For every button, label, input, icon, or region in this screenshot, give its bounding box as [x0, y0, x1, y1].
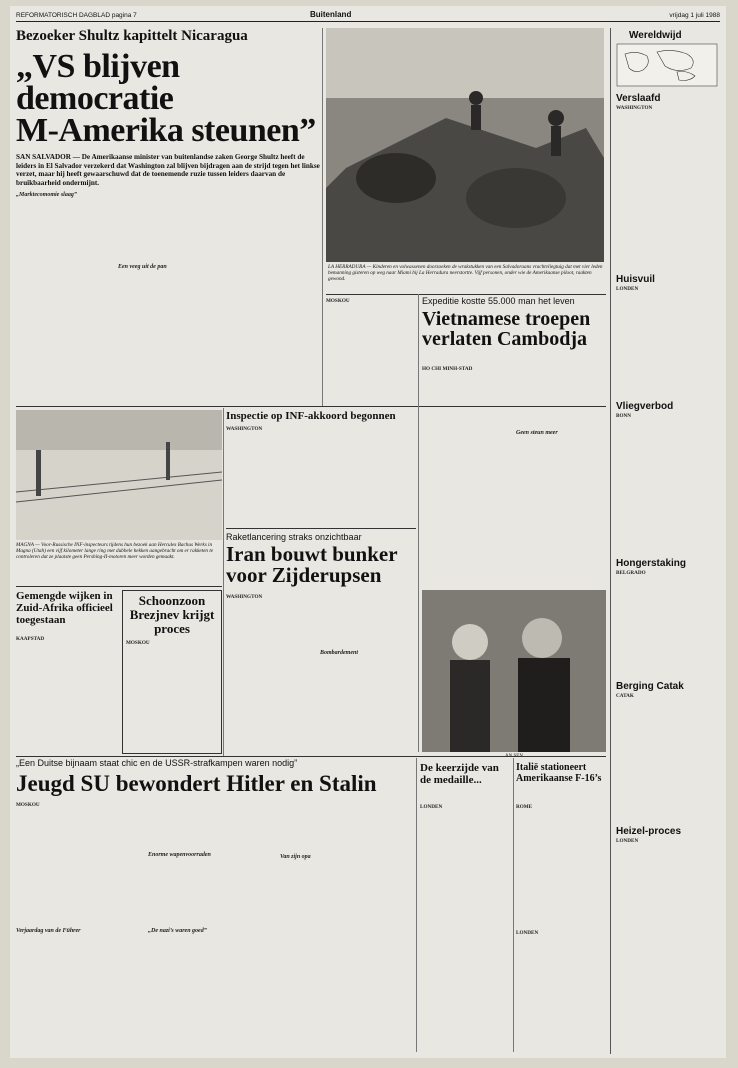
iran-body-col1 [226, 594, 316, 754]
masthead [16, 10, 720, 22]
brezjnev-city: MOSKOU [126, 640, 150, 646]
divider [16, 586, 222, 587]
zuid-afrika-body [16, 636, 120, 754]
zuid-afrika-headline: Gemengde wijken in Zuid-Afrika officieel toegestaan [16, 590, 113, 626]
vietnam-body-col2 [516, 366, 606, 586]
medaille-headline: De keerzijde van de medaille... [420, 762, 499, 786]
inf-body-col2 [322, 426, 416, 520]
iran-kicker: Raketlancering straks onzichtbaar [226, 532, 362, 542]
jeugd-city: MOSKOU [16, 802, 40, 808]
item-berging-body [616, 693, 717, 823]
italie-city-2: LONDEN [516, 930, 539, 937]
divider [16, 756, 606, 757]
divider [226, 528, 416, 529]
zuid-afrika-city: KAAPSTAD [16, 636, 45, 642]
lead-subhead: „Marktecomomie slaag” [16, 192, 77, 199]
iran-header [226, 532, 416, 590]
iran-photo [422, 590, 606, 752]
lead-kicker: Bezoeker Shultz kapittelt Nicaragua [16, 28, 248, 44]
item-vliegverbod-city: BONN [616, 413, 631, 419]
medaille-body [420, 804, 512, 1052]
masthead-paper: REFORMATORISCH DAGBLAD pagina 7 [16, 12, 137, 19]
jeugd-body-col1 [16, 802, 144, 1052]
crash-caption: LA HERRADURA — Kinderen en volwassenen doorzoeken de wrakstukken van een Salvadoraans vrachtvliegtuig dat met vier leden bemanning gisteren op weg naar Miami bij La Herradura neerstortte. Vijf personen, onder wie de Amerikaanse piloot, raakten gewond. [328, 264, 603, 283]
divider [418, 294, 419, 752]
divider [223, 408, 224, 756]
masthead-date: vrijdag 1 juli 1988 [669, 12, 720, 19]
vietnam-header [422, 296, 606, 364]
iran-subhead: Bombardement [320, 650, 359, 656]
jeugd-subhead-3: „De nazi’s waren goed” [148, 928, 207, 935]
brezjnev-headline: Schoonzoon Brezjnev krijgt proces [129, 593, 215, 636]
vietnam-headline-2: verlaten Cambodja [422, 328, 587, 350]
lead-body-col3 [220, 184, 320, 406]
jeugd-body-col3 [280, 802, 414, 1052]
item-verslaafd-body [616, 105, 717, 271]
jeugd-subhead-2: Enorme wapenvoorraden [148, 852, 211, 858]
inf-city: WASHINGTON [226, 426, 263, 432]
item-huisvuil-city: LONDEN [616, 286, 639, 292]
item-hongerstaking-body [616, 570, 717, 678]
vietnam-body-col1 [422, 366, 512, 586]
lead-headline-line1: „VS blijven democratie [16, 48, 180, 117]
jeugd-body-col2 [148, 802, 276, 1052]
newspaper-page [10, 6, 726, 1058]
item-heizel-body [616, 838, 717, 978]
vietnam-headline-1: Vietnamese troepen [422, 308, 591, 330]
item-heizel-head: Heizel-proces [616, 826, 682, 837]
jeugd-headline: Jeugd SU bewondert Hitler en Stalin [16, 771, 377, 796]
iran-headline-2: voor Zijderupsen [226, 563, 382, 587]
jeugd-subhead-1: Verjaardag van de Führer [16, 928, 81, 935]
italie-headline: Italië stationeert Amerikaanse F-16’s [516, 762, 602, 784]
item-berging-head: Berging Catak [616, 681, 684, 692]
item-huisvuil-body [616, 286, 717, 398]
item-verslaafd-city: WASHINGTON [616, 105, 653, 111]
item-hongerstaking-head: Hongerstaking [616, 558, 687, 569]
item-berging-city: CATAK [616, 693, 634, 699]
divider [322, 28, 323, 406]
item-heizel-city: LONDEN [616, 838, 639, 844]
moskou-short [326, 298, 418, 404]
vietnam-kicker: Expeditie kostte 55.000 man het leven [422, 296, 575, 306]
brezjnev-body [126, 640, 218, 646]
italie-body [516, 804, 606, 1052]
world-map-icon [617, 44, 717, 86]
masthead-section: Buitenland [310, 10, 352, 19]
medaille-city: LONDEN [420, 804, 443, 810]
wereldwijd-sidebar [610, 28, 722, 1054]
item-hongerstaking-city: BELGRADO [616, 570, 646, 576]
divider [16, 406, 606, 407]
divider [416, 758, 417, 1052]
item-vliegverbod-head: Vliegverbod [616, 401, 674, 412]
jeugd-subhead-4: Van zijn opa [280, 854, 311, 860]
lead-intro: SAN SALVADOR — De Amerikaanse minister van buitenlandse zaken George Shultz heeft de leiders in El Salvador verzekerd dat Washington zal blijven bijdragen aan de strijd tegen het linkse verzet, maar hij heeft gewaarschuwd dat de toenemende ruzie tussen leiders daarvan de bruikbaarheid ondermijnt. [16, 153, 320, 187]
lead-body-col2 [118, 184, 214, 406]
iran-body-col2 [320, 594, 416, 754]
magna-caption: MAGNA — Voor-Russische INF-inspecteurs tijdens hun bezoek aan Hercules Bachus Werks in Magna (Utah) een vijf kilometer lange ring met dubbele hekken aangebracht om er rakketen te controleren dat ze plaatste geen Pershing-II-motoren meer worden gemaakt. [16, 542, 214, 561]
iran-headline-1: Iran bouwt bunker [226, 542, 398, 566]
item-vliegverbod-body [616, 413, 717, 555]
wereldwijd-header [611, 28, 722, 90]
moskou-short-city: MOSKOU [326, 298, 350, 304]
divider [513, 758, 514, 1052]
inf-headline: Inspectie op INF-akkoord begonnen [226, 410, 396, 422]
lead-article-header [16, 28, 326, 187]
iran-city: WASHINGTON [226, 594, 263, 600]
vietnam-subhead: Geen steun meer [516, 430, 558, 436]
divider [326, 294, 606, 295]
item-huisvuil-head: Huisvuil [616, 274, 655, 285]
item-verslaafd-head: Verslaafd [616, 93, 661, 104]
inf-body-col1 [226, 426, 318, 520]
italie-city: ROME [516, 804, 533, 810]
wereldwijd-title: Wereldwijd [629, 30, 682, 41]
brezjnev-box [122, 590, 222, 754]
lead-body-col1 [16, 184, 112, 406]
lead-subhead-2: Een veeg uit de pan [118, 264, 167, 270]
lead-headline-line2: M-Amerika steunen” [16, 112, 316, 149]
vietnam-city: HO CHI MINH-STAD [422, 366, 473, 372]
magna-photo [16, 410, 222, 540]
wereldwijd-items [611, 93, 722, 978]
jeugd-header [16, 758, 414, 798]
crash-photo [326, 28, 604, 262]
jeugd-kicker: „Een Duitse bijnaam staat chic en de USSR-strafkampen waren nodig” [16, 758, 298, 768]
